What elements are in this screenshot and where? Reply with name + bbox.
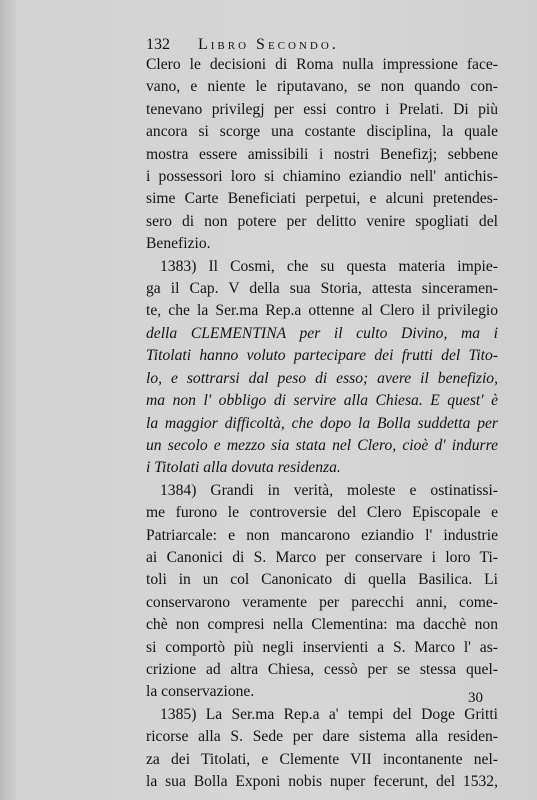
catchword: 30 xyxy=(468,690,483,706)
text-line: i possessori loro si chiamino eziandio nell' antichis- xyxy=(146,168,498,186)
text-line: ai Canonici di S. Marco per conservare i loro Ti- xyxy=(146,548,498,566)
text-line: za dei Titolati, e Clemente VII incontanente nel- xyxy=(146,750,498,768)
text-line: Benefizio. xyxy=(146,235,211,253)
text-line: ma non l' obbligo di servire alla Chiesa. E quest' è xyxy=(146,392,498,410)
text-line: la sua Bolla Exponi nobis nuper fecerunt, del 1532, xyxy=(146,773,498,790)
text-line: lo, e sottrarsi dal peso di esso; avere il benefizio, xyxy=(146,369,498,387)
text-line: Patriarcale: e non mancarono eziandio l' industrie xyxy=(146,526,498,544)
text-line: si comportò più negli inservienti a S. Marco l' as- xyxy=(146,638,498,656)
text-line: tenevano privilegj per essi contro i Prelati. Di più xyxy=(146,100,498,118)
text-line: un secolo e mezzo sia stata nel Clero, cioè d' indurre xyxy=(146,436,498,454)
text-line: 1385) La Ser.ma Rep.a a' tempi del Doge Gritti xyxy=(160,705,498,723)
text-line: ricorse alla S. Sede per dare sistema alla residen- xyxy=(146,728,498,746)
text-line: della CLEMENTINA per il culto Divino, ma i xyxy=(146,324,498,342)
text-line: 1384) Grandi in verità, moleste e ostinatissi- xyxy=(160,481,498,499)
text-line: sime Carte Beneficiati perpetui, e alcuni pretendes- xyxy=(146,190,498,208)
text-line: toli in un col Canonicato di quella Basilica. Li xyxy=(146,571,498,589)
text-line: vano, e niente le riputavano, se non quando con- xyxy=(146,78,498,96)
text-line: 1383) Il Cosmi, che su questa materia impie- xyxy=(160,257,498,275)
text-line: Titolati hanno voluto partecipare dei frutti del Tito- xyxy=(146,347,498,365)
text-line: conservarono veramente per parecchi anni, come- xyxy=(146,593,498,611)
text-line: Clero le decisioni di Roma nulla impressione face- xyxy=(146,56,498,73)
body-text xyxy=(146,54,498,793)
text-line: i Titolati alla dovuta residenza. xyxy=(146,459,341,477)
text-line: la conservazione. xyxy=(146,683,255,701)
text-line: chè non compresi nella Clementina: ma dacchè non xyxy=(146,616,498,634)
running-title: Libro Secondo. xyxy=(198,36,339,53)
page-number: 132 xyxy=(146,36,170,53)
text-line: ancora si scorge una costante disciplina, la quale xyxy=(146,123,498,141)
text-line: la maggior difficoltà, che dopo la Bolla suddetta per xyxy=(146,414,498,432)
text-line: mostra essere amissibili i nostri Benefizj; sebbene xyxy=(146,145,498,163)
text-line: crizione ad altra Chiesa, cessò per se stessa quel- xyxy=(146,660,498,678)
text-line: ga il Cap. V della sua Storia, attesta sinceramen- xyxy=(146,280,498,298)
running-header xyxy=(146,36,476,54)
text-line: te, che la Ser.ma Rep.a ottenne al Clero il privilegio xyxy=(146,302,498,320)
text-line: sero di non potere per delitto venire spogliati del xyxy=(146,212,498,230)
text-line: me furono le controversie del Clero Episcopale e xyxy=(146,504,498,522)
